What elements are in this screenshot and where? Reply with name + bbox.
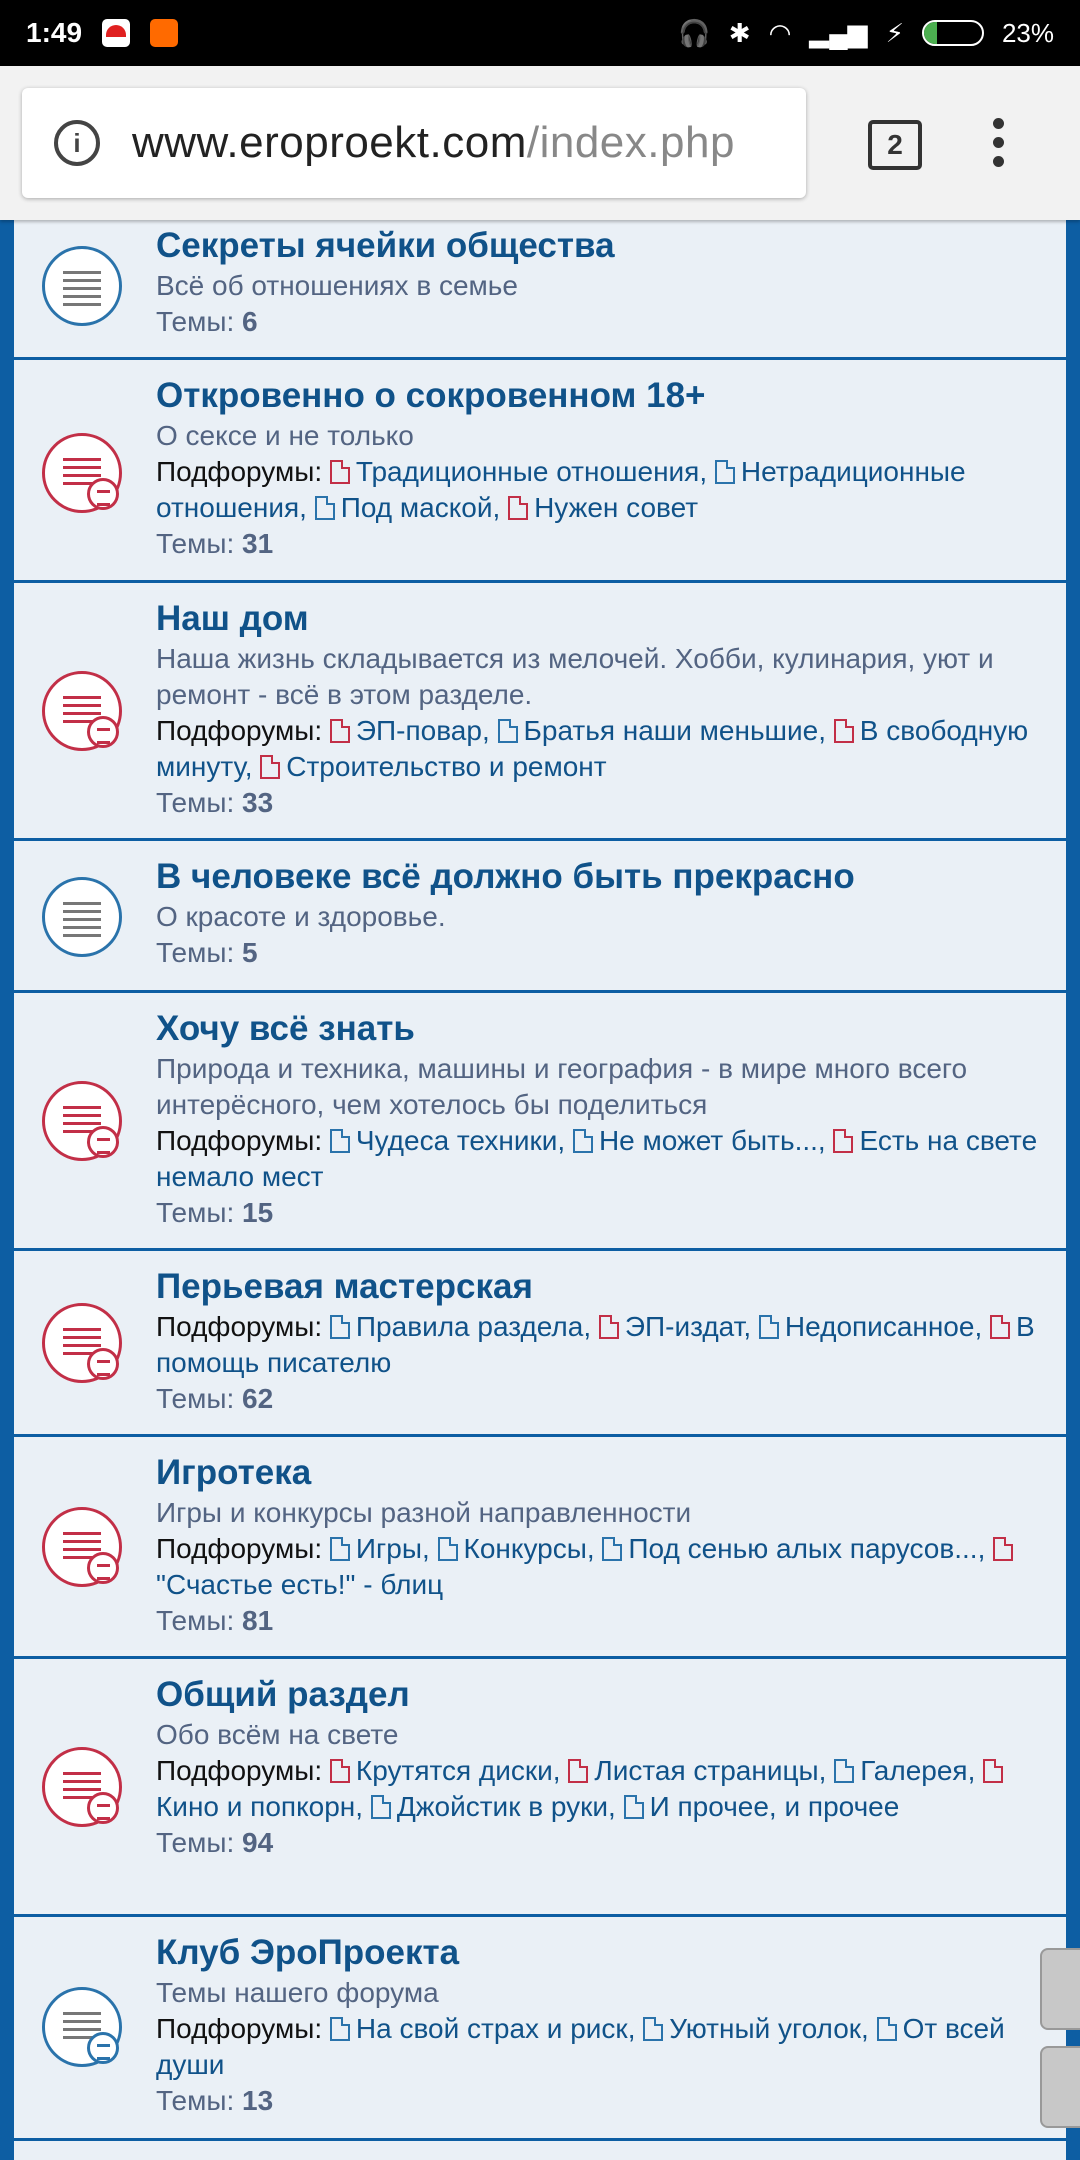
- topics-label: Темы:: [156, 528, 235, 559]
- forum-topics-count: [156, 2083, 1050, 2119]
- subforum-unread-icon: [568, 1759, 588, 1783]
- subforum-unread-icon: [330, 460, 350, 484]
- forum-row: [14, 993, 1066, 1251]
- battery-percent: 23%: [1001, 17, 1054, 48]
- forum-topics-count: [156, 935, 1050, 971]
- tab-switcher-button[interactable]: 2: [868, 120, 922, 170]
- subforum-link[interactable]: ЭП-издат: [624, 1311, 744, 1342]
- subforum-unread-icon: [508, 496, 528, 520]
- subforum-link[interactable]: Кино и попкорн: [156, 1791, 356, 1822]
- topics-label: Темы:: [156, 937, 235, 968]
- subforums-label: Подфорумы:: [156, 2013, 323, 2044]
- forum-row: [14, 1437, 1066, 1659]
- subforum-unread-icon: [834, 719, 854, 743]
- subforum-list: Подфорумы: ЭП-повар, Братья наши меньшие, В свободную минуту, Строительство и ремонт: [156, 715, 1029, 782]
- forum-row-partial: [14, 2141, 1066, 2160]
- subforum-read-icon: [371, 1795, 391, 1819]
- forum-description: Природа и техника, машины и география - в мире много всего интерёсного, чем хотелось бы поделиться: [156, 1053, 968, 1120]
- forum-read-subforums-icon: [42, 1987, 122, 2067]
- url-text[interactable]: [132, 118, 735, 168]
- subforums-label: Подфорумы:: [156, 1311, 323, 1342]
- topics-value: 94: [242, 1827, 274, 1858]
- forum-unread-subforums-icon: [42, 433, 122, 513]
- forum-row: [14, 1659, 1066, 1917]
- subforum-read-icon: [330, 1129, 350, 1153]
- forum-row: [14, 1917, 1066, 2141]
- forum-description: О сексе и не только: [156, 420, 414, 451]
- clock: 1:49: [26, 17, 83, 48]
- subforum-link[interactable]: Джойстик в руки: [396, 1791, 609, 1822]
- subforum-link[interactable]: Конкурсы: [463, 1533, 587, 1564]
- subforum-read-icon: [438, 1537, 458, 1561]
- subforum-list: Подфорумы: Правила раздела, ЭП-издат, Недописанное, В помощь писателю: [156, 1311, 1035, 1378]
- subforum-link[interactable]: ЭП-повар: [355, 715, 482, 746]
- subforum-unread-icon: [330, 1759, 350, 1783]
- subforum-unread-icon: [990, 1315, 1010, 1339]
- subforum-read-icon: [330, 1315, 350, 1339]
- topics-label: Темы:: [156, 1827, 235, 1858]
- wifi-icon: ◠: [768, 17, 792, 48]
- forum-title[interactable]: Клуб ЭроПроекта: [156, 1933, 460, 1972]
- subforum-unread-icon: [983, 1759, 1003, 1783]
- subforums-label: Подфорумы:: [156, 1755, 323, 1786]
- subforum-read-icon: [498, 719, 518, 743]
- forum-topics-count: [156, 1381, 1050, 1417]
- topics-value: 62: [242, 1383, 274, 1414]
- forum-title[interactable]: Откровенно о сокровенном 18+: [156, 376, 706, 415]
- status-bar: [0, 0, 1080, 66]
- forum-title[interactable]: Игротека: [156, 1453, 312, 1492]
- charging-icon: ⚡: [885, 17, 904, 48]
- forum-read-icon: [42, 246, 122, 326]
- topics-value: 5: [242, 937, 258, 968]
- forum-row: [14, 1251, 1066, 1437]
- forum-read-icon: [42, 877, 122, 957]
- topics-value: 6: [242, 306, 258, 337]
- subforums-label: Подфорумы:: [156, 715, 323, 746]
- topics-label: Темы:: [156, 306, 235, 337]
- forum-topics-count: [156, 1825, 1050, 1861]
- topics-label: Темы:: [156, 1383, 235, 1414]
- subforum-link[interactable]: Строительство и ремонт: [286, 751, 607, 782]
- subforum-link[interactable]: Игры: [355, 1533, 422, 1564]
- subforum-list: Подфорумы: Традиционные отношения, Нетрадиционные отношения, Под маской, Нужен совет: [156, 456, 966, 523]
- subforum-unread-icon: [260, 755, 280, 779]
- topics-label: Темы:: [156, 1197, 235, 1228]
- address-bar[interactable]: [22, 88, 806, 198]
- subforum-link[interactable]: В свободную минуту: [156, 715, 1029, 782]
- subforum-unread-icon: [330, 719, 350, 743]
- subforum-link[interactable]: "Счастье есть!" - блиц: [156, 1569, 444, 1600]
- subforum-link[interactable]: Нетрадиционные отношения: [156, 456, 966, 523]
- signal-icon: ▂▄▆: [809, 17, 868, 48]
- subforum-link[interactable]: Под сенью алых парусов...: [628, 1533, 978, 1564]
- url-host: www.eroproekt.com: [132, 118, 527, 167]
- topics-value: 33: [242, 787, 274, 818]
- overflow-menu-icon[interactable]: [990, 118, 1006, 170]
- forum-description: Всё об отношениях в семье: [156, 270, 518, 301]
- forum-unread-subforums-icon: [42, 1081, 122, 1161]
- subforum-read-icon: [602, 1537, 622, 1561]
- battery-icon: [922, 20, 984, 46]
- umbrella-notification-icon: [102, 19, 130, 47]
- subforum-link[interactable]: Правила раздела: [355, 1311, 584, 1342]
- subforums-label: Подфорумы:: [156, 1533, 323, 1564]
- subforum-read-icon: [330, 2017, 350, 2041]
- subforum-link[interactable]: От всей души: [156, 2013, 1005, 2080]
- subforum-read-icon: [330, 1537, 350, 1561]
- forum-title[interactable]: Перьевая мастерская: [156, 1267, 533, 1306]
- subforum-read-icon: [877, 2017, 897, 2041]
- subforum-link[interactable]: Не может быть...: [598, 1125, 818, 1156]
- forum-row: [14, 220, 1066, 360]
- subforum-list: Подфорумы: На свой страх и риск, Уютный уголок, От всей души: [156, 2013, 1005, 2080]
- forum-topics-count: [156, 1603, 1050, 1639]
- subforum-read-icon: [573, 1129, 593, 1153]
- subforum-link[interactable]: И прочее, и прочее: [649, 1791, 900, 1822]
- subforum-list: Подфорумы: Игры, Конкурсы, Под сенью алых парусов..., "Счастье есть!" - блиц: [156, 1531, 1050, 1603]
- subforum-link[interactable]: Есть на свете немало мест: [156, 1125, 1038, 1192]
- url-path: /index.php: [526, 118, 735, 167]
- subforums-label: Подфорумы:: [156, 1125, 323, 1156]
- scroll-up-button[interactable]: [1040, 1948, 1080, 2030]
- subforum-link[interactable]: В помощь писателю: [156, 1311, 1035, 1378]
- forum-unread-subforums-icon: [42, 1303, 122, 1383]
- subforum-unread-icon: [599, 1315, 619, 1339]
- subforum-link[interactable]: Чудеса техники: [355, 1125, 558, 1156]
- subforum-link[interactable]: Листая страницы: [594, 1755, 819, 1786]
- forum-title[interactable]: В человеке всё должно быть прекрасно: [156, 857, 855, 896]
- subforum-read-icon: [315, 496, 335, 520]
- forum-row: [14, 841, 1066, 993]
- forum-description: Наша жизнь складывается из мелочей. Хобби, кулинария, уют и ремонт - всё в этом разделе.: [156, 643, 994, 710]
- topics-value: 13: [242, 2085, 274, 2116]
- forum-unread-subforums-icon: [42, 1507, 122, 1587]
- forum-description: О красоте и здоровье.: [156, 901, 446, 932]
- bluetooth-icon: ✱: [728, 17, 751, 48]
- forum-row: [14, 583, 1066, 841]
- subforum-read-icon: [759, 1315, 779, 1339]
- app-notification-icon: [150, 19, 178, 47]
- subforum-list: Подфорумы: Крутятся диски, Листая страницы, Галерея, Кино и попкорн, Джойстик в руки, И прочее, и прочее: [156, 1753, 1050, 1825]
- subforum-link[interactable]: Уютный уголок: [669, 2013, 862, 2044]
- subforum-link[interactable]: Крутятся диски: [355, 1755, 553, 1786]
- topics-value: 31: [242, 528, 274, 559]
- subforum-link[interactable]: Под маской: [340, 492, 493, 523]
- headphones-icon: 🎧: [678, 17, 711, 48]
- forum-description: Игры и конкурсы разной направленности: [156, 1497, 692, 1528]
- subforum-link[interactable]: Нужен совет: [534, 492, 699, 523]
- subforums-label: Подфорумы:: [156, 456, 323, 487]
- forum-topics-count: [156, 785, 1050, 821]
- subforum-read-icon: [643, 2017, 663, 2041]
- forum-title[interactable]: Общий раздел: [156, 1675, 410, 1714]
- forum-row: [14, 360, 1066, 583]
- subforum-unread-icon: [833, 1129, 853, 1153]
- browser-toolbar: [0, 66, 1080, 220]
- subforum-read-icon: [624, 1795, 644, 1819]
- scroll-down-button[interactable]: [1040, 2046, 1080, 2128]
- topics-value: 81: [242, 1605, 274, 1636]
- forum-title[interactable]: Хочу всё знать: [156, 1009, 415, 1048]
- forum-description: Обо всём на свете: [156, 1719, 399, 1750]
- subforum-unread-icon: [993, 1537, 1013, 1561]
- forum-topics-count: [156, 304, 1050, 340]
- forum-title[interactable]: Наш дом: [156, 599, 309, 638]
- forum-description: Темы нашего форума: [156, 1977, 439, 2008]
- forum-unread-subforums-icon: [42, 671, 122, 751]
- subforum-link[interactable]: Галерея: [860, 1755, 968, 1786]
- subforum-link[interactable]: Братья наши меньшие: [523, 715, 819, 746]
- forum-topics-count: [156, 1195, 1050, 1231]
- forum-title[interactable]: Секреты ячейки общества: [156, 226, 615, 265]
- topics-value: 15: [242, 1197, 274, 1228]
- subforum-read-icon: [715, 460, 735, 484]
- forum-topics-count: [156, 526, 1050, 562]
- info-icon[interactable]: i: [54, 120, 100, 166]
- topics-label: Темы:: [156, 1605, 235, 1636]
- subforum-link[interactable]: На свой страх и риск: [355, 2013, 628, 2044]
- topics-label: Темы:: [156, 2085, 235, 2116]
- subforum-link[interactable]: Традиционные отношения: [355, 456, 700, 487]
- subforum-list: Подфорумы: Чудеса техники, Не может быть..., Есть на свете немало мест: [156, 1125, 1038, 1192]
- subforum-read-icon: [834, 1759, 854, 1783]
- subforum-link[interactable]: Недописанное: [784, 1311, 975, 1342]
- topics-label: Темы:: [156, 787, 235, 818]
- forum-unread-subforums-icon: [42, 1747, 122, 1827]
